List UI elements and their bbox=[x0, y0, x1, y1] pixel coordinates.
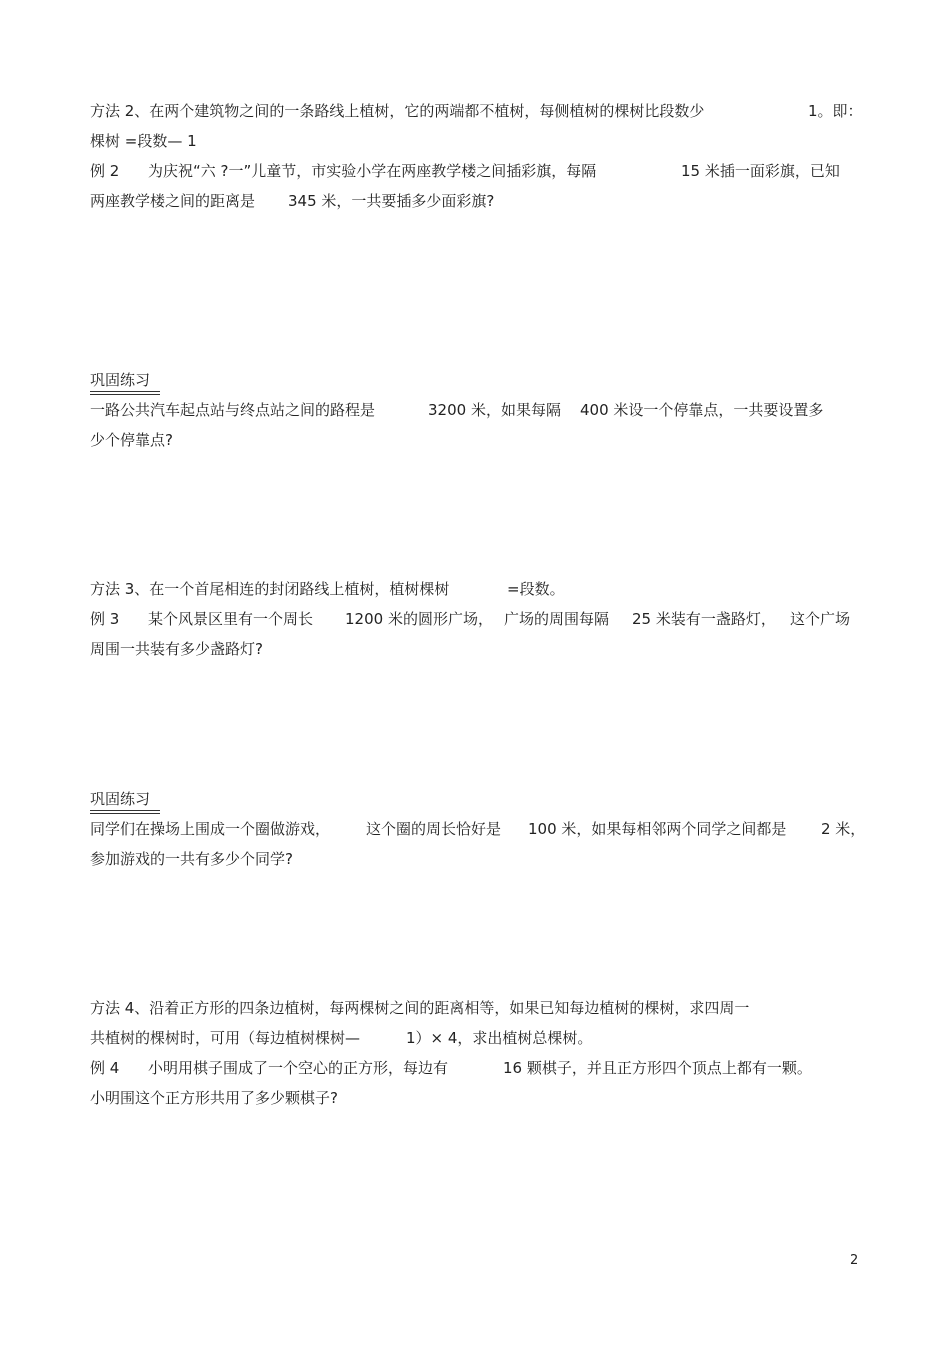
practice2-heading: 巩固练习 bbox=[90, 790, 151, 808]
example2-text: 为庆祝“六 ?一”儿童节，市实验小学在两座教学楼之间插彩旗，每隔 bbox=[148, 162, 597, 180]
practice1-text: 3200 米，如果每隔 bbox=[428, 401, 561, 419]
practice1-heading-underline bbox=[90, 391, 160, 392]
method4-text: 1）× 4，求出植树总棵树。 bbox=[406, 1029, 593, 1047]
practice1-text: 少个停靠点? bbox=[90, 431, 173, 449]
method2-formula: 棵树 =段数— 1 bbox=[90, 132, 197, 150]
method3-text: 方法 3、在一个首尾相连的封闭路线上植树，植树棵树 bbox=[90, 580, 450, 598]
practice2-heading-underline bbox=[90, 813, 160, 814]
example4-text: 小明用棋子围成了一个空心的正方形，每边有 bbox=[148, 1059, 449, 1077]
example2-text: 345 米，一共要插多少面彩旗? bbox=[288, 192, 495, 210]
page-number: 2 bbox=[850, 1253, 859, 1268]
example4-text: 小明围这个正方形共用了多少颗棋子? bbox=[90, 1089, 338, 1107]
example2-text: 两座教学楼之间的距离是 bbox=[90, 192, 256, 210]
practice2-text: 100 米，如果每相邻两个同学之间都是 bbox=[528, 820, 787, 838]
example3-label: 例 3 bbox=[90, 610, 120, 628]
example2-label: 例 2 bbox=[90, 162, 120, 180]
method4-text: 共植树的棵树时，可用（每边植树棵树— bbox=[90, 1029, 361, 1047]
method2-text: 1。即： bbox=[808, 102, 863, 120]
practice2-text: 2 米， bbox=[821, 820, 866, 838]
practice2-text: 这个圈的周长恰好是 bbox=[366, 820, 502, 838]
example4-text: 16 颗棋子，并且正方形四个顶点上都有一颗。 bbox=[503, 1059, 812, 1077]
practice2-text: 参加游戏的一共有多少个同学? bbox=[90, 850, 293, 868]
practice1-heading: 巩固练习 bbox=[90, 371, 151, 389]
example3-text: 1200 米的圆形广场， bbox=[345, 610, 493, 628]
practice2-heading-underline bbox=[90, 810, 160, 811]
example4-label: 例 4 bbox=[90, 1059, 120, 1077]
example3-text: 这个广场 bbox=[790, 610, 851, 628]
example3-text: 广场的周围每隔 bbox=[504, 610, 610, 628]
example3-text: 25 米装有一盏路灯， bbox=[632, 610, 776, 628]
practice1-text: 400 米设一个停靠点，一共要设置多 bbox=[580, 401, 824, 419]
example2-text: 15 米插一面彩旗，已知 bbox=[681, 162, 840, 180]
method2-text: 方法 2、在两个建筑物之间的一条路线上植树，它的两端都不植树，每侧植树的棵树比段数少 bbox=[90, 102, 705, 120]
practice2-text: 同学们在操场上围成一个圈做游戏， bbox=[90, 820, 331, 838]
example3-text: 某个风景区里有一个周长 bbox=[148, 610, 314, 628]
practice1-heading-underline bbox=[90, 394, 160, 395]
practice1-text: 一路公共汽车起点站与终点站之间的路程是 bbox=[90, 401, 376, 419]
method4-text: 方法 4、沿着正方形的四条边植树，每两棵树之间的距离相等，如果已知每边植树的棵树，求四周一 bbox=[90, 999, 750, 1017]
method3-text: =段数。 bbox=[507, 580, 565, 598]
example3-text: 周围一共装有多少盏路灯? bbox=[90, 640, 263, 658]
